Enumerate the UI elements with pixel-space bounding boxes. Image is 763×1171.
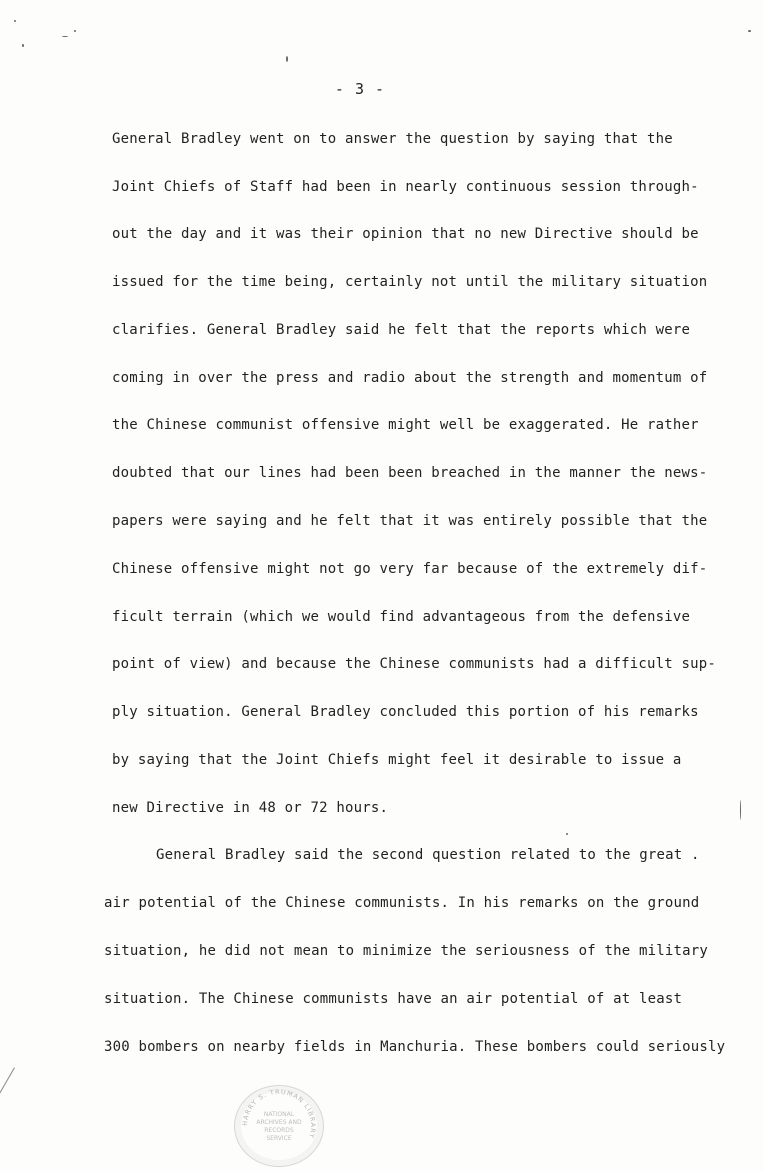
stamp-line: RECORDS bbox=[264, 1127, 294, 1134]
text-line: General Bradley said the second question related to the great . bbox=[156, 847, 700, 863]
text-line: coming in over the press and radio about the strength and momentum of bbox=[112, 370, 708, 386]
text-line: point of view) and because the Chinese communists had a difficult sup- bbox=[112, 656, 717, 672]
text-line: 300 bombers on nearby fields in Manchuria. These bombers could seriously bbox=[104, 1039, 726, 1055]
text-line: air potential of the Chinese communists. In his remarks on the ground bbox=[104, 895, 700, 911]
text-line: by saying that the Joint Chiefs might feel it desirable to issue a bbox=[112, 752, 682, 768]
text-line: clarifies. General Bradley said he felt that the reports which were bbox=[112, 322, 691, 338]
text-line: the Chinese communist offensive might well be exaggerated. He rather bbox=[112, 417, 699, 433]
scan-speck bbox=[62, 36, 68, 37]
text-line: papers were saying and he felt that it was entirely possible that the bbox=[112, 513, 708, 529]
page-number: - 3 - bbox=[334, 80, 386, 98]
stamp-ring-text: HARRY S. TRUMAN LIBRARY bbox=[240, 1087, 318, 1140]
text-line: Joint Chiefs of Staff had been in nearly continuous session through- bbox=[112, 179, 699, 195]
text-line: ply situation. General Bradley concluded this portion of his remarks bbox=[112, 704, 699, 720]
scan-edge-mark bbox=[0, 1067, 15, 1102]
scan-speck bbox=[14, 20, 16, 22]
scan-speck bbox=[748, 30, 751, 32]
text-line: General Bradley went on to answer the question by saying that the bbox=[112, 131, 673, 147]
archive-stamp-graphic bbox=[235, 1086, 323, 1166]
scan-speck bbox=[286, 56, 288, 62]
text-line: ficult terrain (which we would find advantageous from the defensive bbox=[112, 609, 691, 625]
text-line: out the day and it was their opinion that no new Directive should be bbox=[112, 226, 699, 242]
scan-speck bbox=[74, 30, 76, 32]
scan-speck bbox=[22, 44, 24, 47]
stamp-line: SERVICE bbox=[266, 1135, 292, 1142]
scan-speck bbox=[740, 800, 741, 820]
stamp-line: NATIONAL bbox=[263, 1111, 295, 1118]
text-line: situation. The Chinese communists have an air potential of at least bbox=[104, 991, 683, 1007]
text-line: issued for the time being, certainly not until the military situation bbox=[112, 274, 708, 290]
archive-stamp bbox=[234, 1085, 324, 1167]
scan-speck bbox=[566, 833, 568, 835]
text-line: situation, he did not mean to minimize the seriousness of the military bbox=[104, 943, 709, 959]
text-line: new Directive in 48 or 72 hours. bbox=[112, 800, 389, 816]
text-line: Chinese offensive might not go very far because of the extremely dif- bbox=[112, 561, 708, 577]
stamp-line: ARCHIVES AND bbox=[256, 1119, 302, 1126]
text-line: doubted that our lines had been been breached in the manner the news- bbox=[112, 465, 708, 481]
